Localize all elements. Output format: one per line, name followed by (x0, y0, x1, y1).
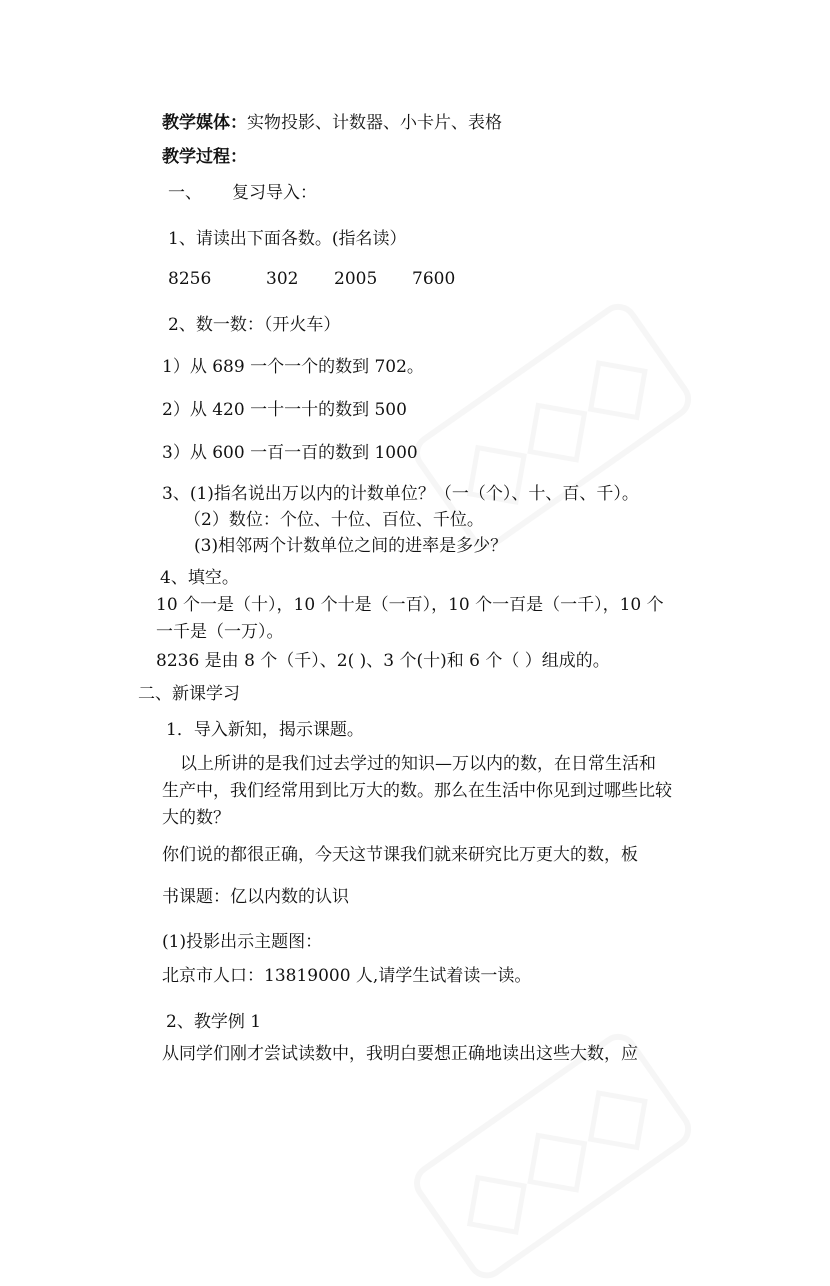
teaching-media (162, 112, 502, 134)
question-1: 1、请读出下面各数。(指名读） (168, 229, 407, 249)
paragraph-1-line-2: 生产中，我们经常用到比万大的数。那么在生活中你见到过哪些比较 (162, 781, 672, 801)
section-1-title: 复习导入： (232, 183, 317, 203)
teaching-process-label: 教学过程： (162, 147, 247, 167)
paragraph-3-line-1: 从同学们刚才尝试读数中，我明白要想正确地读出这些大数，应 (162, 1044, 638, 1064)
question-4-line-b: 8236 是由 8 个（千）、2( )、3 个(十)和 6 个（ ）组成的。 (156, 651, 610, 671)
beijing-population: 北京市人口：13819000 人,请学生试着读一读。 (162, 966, 532, 986)
paragraph-2-line-2: 书课题：亿以内数的认识 (162, 887, 349, 907)
question-4: 4、填空。 (160, 568, 239, 588)
section-2-heading: 二、新课学习 (138, 684, 240, 704)
paragraph-2-line-1: 你们说的都很正确，今天这节课我们就来研究比万更大的数，板 (162, 845, 638, 865)
question-3-part-2: （2）数位：个位、十位、百位、千位。 (184, 510, 484, 530)
number-item: 302 (266, 269, 299, 289)
question-2: 2、数一数：（开火车） (168, 315, 341, 335)
question-3-part-3: (3)相邻两个计数单位之间的进率是多少？ (194, 536, 508, 556)
question-4-line-a2: 一千是（一万）。 (156, 622, 284, 642)
number-item: 7600 (412, 269, 456, 289)
paragraph-1-line-3: 大的数？ (162, 808, 230, 828)
question-2-item-2: 2）从 420 一十一十的数到 500 (162, 400, 407, 420)
example-1-heading: 2、教学例 1 (166, 1012, 262, 1032)
number-item: 2005 (334, 269, 378, 289)
section-1-number: 一、 (168, 183, 202, 203)
question-2-item-3: 3）从 600 一百一百的数到 1000 (162, 443, 418, 463)
number-item: 8256 (168, 269, 212, 289)
number-list (168, 268, 568, 290)
section-1-heading (168, 182, 317, 204)
paragraph-1-line-1: 以上所讲的是我们过去学过的知识—万以内的数，在日常生活和 (180, 754, 656, 774)
projection-item: (1)投影出示主题图： (162, 932, 323, 952)
question-4-line-a1: 10 个一是（十），10 个十是（一百），10 个一百是（一千），10 个 (156, 595, 664, 615)
question-2-item-1: 1）从 689 一个一个的数到 702。 (162, 357, 424, 377)
section-2-item-1: 1．导入新知，揭示课题。 (166, 720, 364, 740)
teaching-media-text: 实物投影、计数器、小卡片、表格 (247, 113, 502, 133)
teaching-media-label: 教学媒体： (162, 113, 247, 133)
question-3-part-1: 3、(1)指名说出万以内的计数单位？（一（个）、十、百、千）。 (162, 484, 639, 504)
